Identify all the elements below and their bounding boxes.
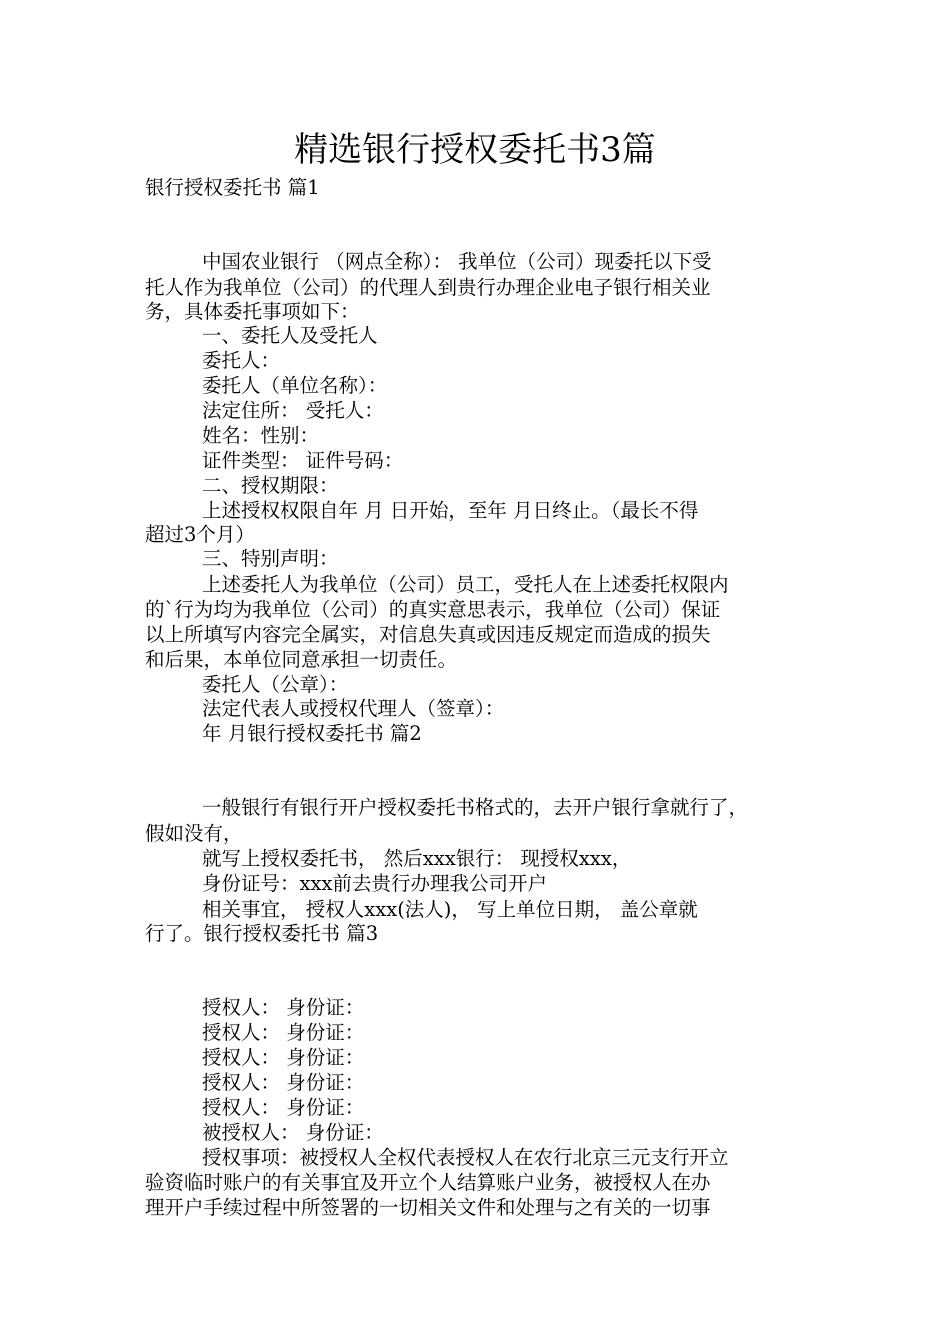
paragraph-line: 委托人（公章）： (202, 673, 349, 696)
paragraph-line: 超过3个月） (145, 523, 255, 546)
paragraph-line: 上述授权权限自年 月 日开始，至年 月日终止。（最长不得 (202, 499, 699, 522)
paragraph-line: 被授权人： 身份证： (202, 1121, 384, 1144)
paragraph-line: 的`行为均为我单位（公司）的真实意思表示，我单位（公司）保证 (145, 598, 721, 621)
paragraph-line: 理开户手续过程中所签署的一切相关文件和处理与之有关的一切事 (145, 1196, 711, 1219)
paragraph-line: 委托人（单位名称）： (202, 374, 388, 397)
paragraph-line: 身份证号：xxx前去贵行办理我公司开户 (202, 872, 547, 895)
paragraph-line: 证件类型： 证件号码： (202, 449, 404, 472)
paragraph-line: 上述委托人为我单位（公司）员工，受托人在上述委托权限内 (202, 573, 729, 596)
paragraph-line: 相关事宜， 授权人xxx(法人)， 写上单位日期， 盖公章就 (202, 898, 698, 921)
paragraph-line: 就写上授权委托书， 然后xxx银行： 现授权xxx， (202, 847, 632, 870)
paragraph-line: 务，具体委托事项如下： (145, 300, 360, 323)
section-heading-2: 年 月银行授权委托书 篇2 (202, 722, 422, 745)
section-heading-3: 行了。银行授权委托书 篇3 (145, 922, 379, 945)
paragraph-line: 授权人： 身份证： (202, 1046, 365, 1069)
paragraph-line: 二、授权期限： (202, 474, 339, 497)
paragraph-line: 托人作为我单位（公司）的代理人到贵行办理企业电子银行相关业 (145, 276, 711, 299)
paragraph-line: 一般银行有银行开户授权委托书格式的，去开户银行拿就行了， (202, 796, 749, 819)
paragraph-line: 和后果，本单位同意承担一切责任。 (145, 648, 458, 671)
paragraph-line: 验资临时账户的有关事宜及开立个人结算账户业务，被授权人在办 (145, 1171, 711, 1194)
paragraph-line: 一、委托人及受托人 (202, 324, 378, 347)
paragraph-line: 法定代表人或授权代理人（签章）： (202, 697, 505, 720)
paragraph-line: 假如没有， (145, 822, 243, 845)
paragraph-line: 授权人： 身份证： (202, 1071, 365, 1094)
paragraph-line: 法定住所： 受托人： (202, 399, 384, 422)
paragraph-line: 中国农业银行 （网点全称）： 我单位（公司）现委托以下受 (202, 250, 712, 273)
paragraph-line: 授权事项：被授权人全权代表授权人在农行北京三元支行开立 (202, 1146, 729, 1169)
paragraph-line: 以上所填写内容完全属实，对信息失真或因违反规定而造成的损失 (145, 623, 711, 646)
paragraph-line: 授权人： 身份证： (202, 996, 365, 1019)
paragraph-line: 姓名：性别： (202, 424, 320, 447)
paragraph-line: 授权人： 身份证： (202, 1096, 365, 1119)
paragraph-line: 三、特别声明： (202, 547, 339, 570)
document-title: 精选银行授权委托书3篇 (294, 130, 656, 170)
paragraph-line: 授权人： 身份证： (202, 1021, 365, 1044)
paragraph-line: 委托人： (202, 349, 281, 372)
section-heading-1: 银行授权委托书 篇1 (145, 176, 320, 199)
